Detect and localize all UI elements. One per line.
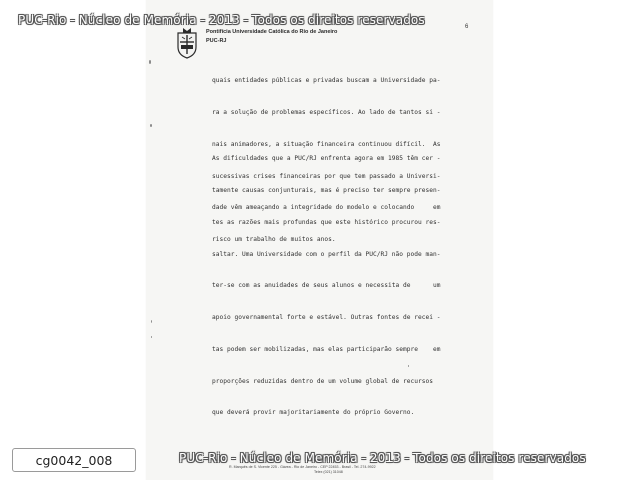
text-line: tas podem ser mobilizadas, mas elas participarão sempre em	[212, 345, 441, 353]
text-line: ter-se com as anuidades de seus alunos e necessita de um	[212, 282, 441, 290]
text-line: sucessivas crises financeiras por que tem passado a Universi-	[212, 172, 441, 180]
scan-speck	[408, 365, 409, 367]
scanned-page	[146, 0, 493, 480]
document-id-label: cg0042_008	[12, 448, 136, 472]
university-seal-icon	[175, 27, 199, 59]
text-line: que deverá provir majoritariamente do próprio Governo.	[212, 409, 415, 417]
text-line: tes as razões mais profundas que este histórico procurou res-	[212, 218, 441, 226]
page-number: 6	[465, 24, 469, 30]
scan-speck	[151, 336, 152, 338]
paragraph-2	[212, 133, 478, 440]
page-footer	[229, 465, 489, 475]
letterhead	[206, 28, 337, 45]
text-line: As dificuldades que a PUC/RJ enfrenta agora em 1985 têm cer -	[212, 155, 441, 163]
text-line: saltar. Uma Universidade com o perfil da PUC/RJ não pode man-	[212, 250, 441, 258]
text-line: quais entidades públicas e privadas buscam a Universidade pa-	[212, 77, 441, 85]
scan-speck	[149, 60, 151, 64]
scan-speck	[150, 124, 152, 127]
text-line: tamente causas conjunturais, mas é preciso ter sempre presen-	[212, 186, 441, 194]
watermark-top: PUC-Rio - Núcleo de Memória - 2013 - Todos os direitos reservados	[18, 13, 425, 27]
institution-abbreviation: PUC-RJ	[206, 38, 227, 44]
text-line: nais animadores, a situação financeira continuou difícil. As	[212, 140, 441, 148]
text-line: apoio governamental forte e estável. Outras fontes de recei -	[212, 314, 441, 322]
text-line: ra a solução de problemas específicos. Ao lado de tantos si -	[212, 108, 441, 116]
scan-speck	[151, 320, 152, 323]
footer-telex: Telex (021) 31048	[314, 470, 343, 474]
text-line: dade vêm ameaçando a integridade do modelo e colocando em	[212, 204, 441, 212]
watermark-bottom: PUC-Rio - Núcleo de Memória - 2013 - Todos os direitos reservados	[179, 451, 586, 465]
text-line: risco um trabalho de muitos anos.	[212, 236, 336, 244]
footer-address: R. Marquês de S. Vicente 225 - Gávea - Rio de Janeiro - CEP 22453 - Brasil - Tel. 274-9922	[229, 465, 376, 469]
text-line: proporções reduzidas dentro de um volume global de recursos	[212, 377, 433, 385]
institution-name: Pontifícia Universidade Católica do Rio de Janeiro	[206, 29, 338, 35]
